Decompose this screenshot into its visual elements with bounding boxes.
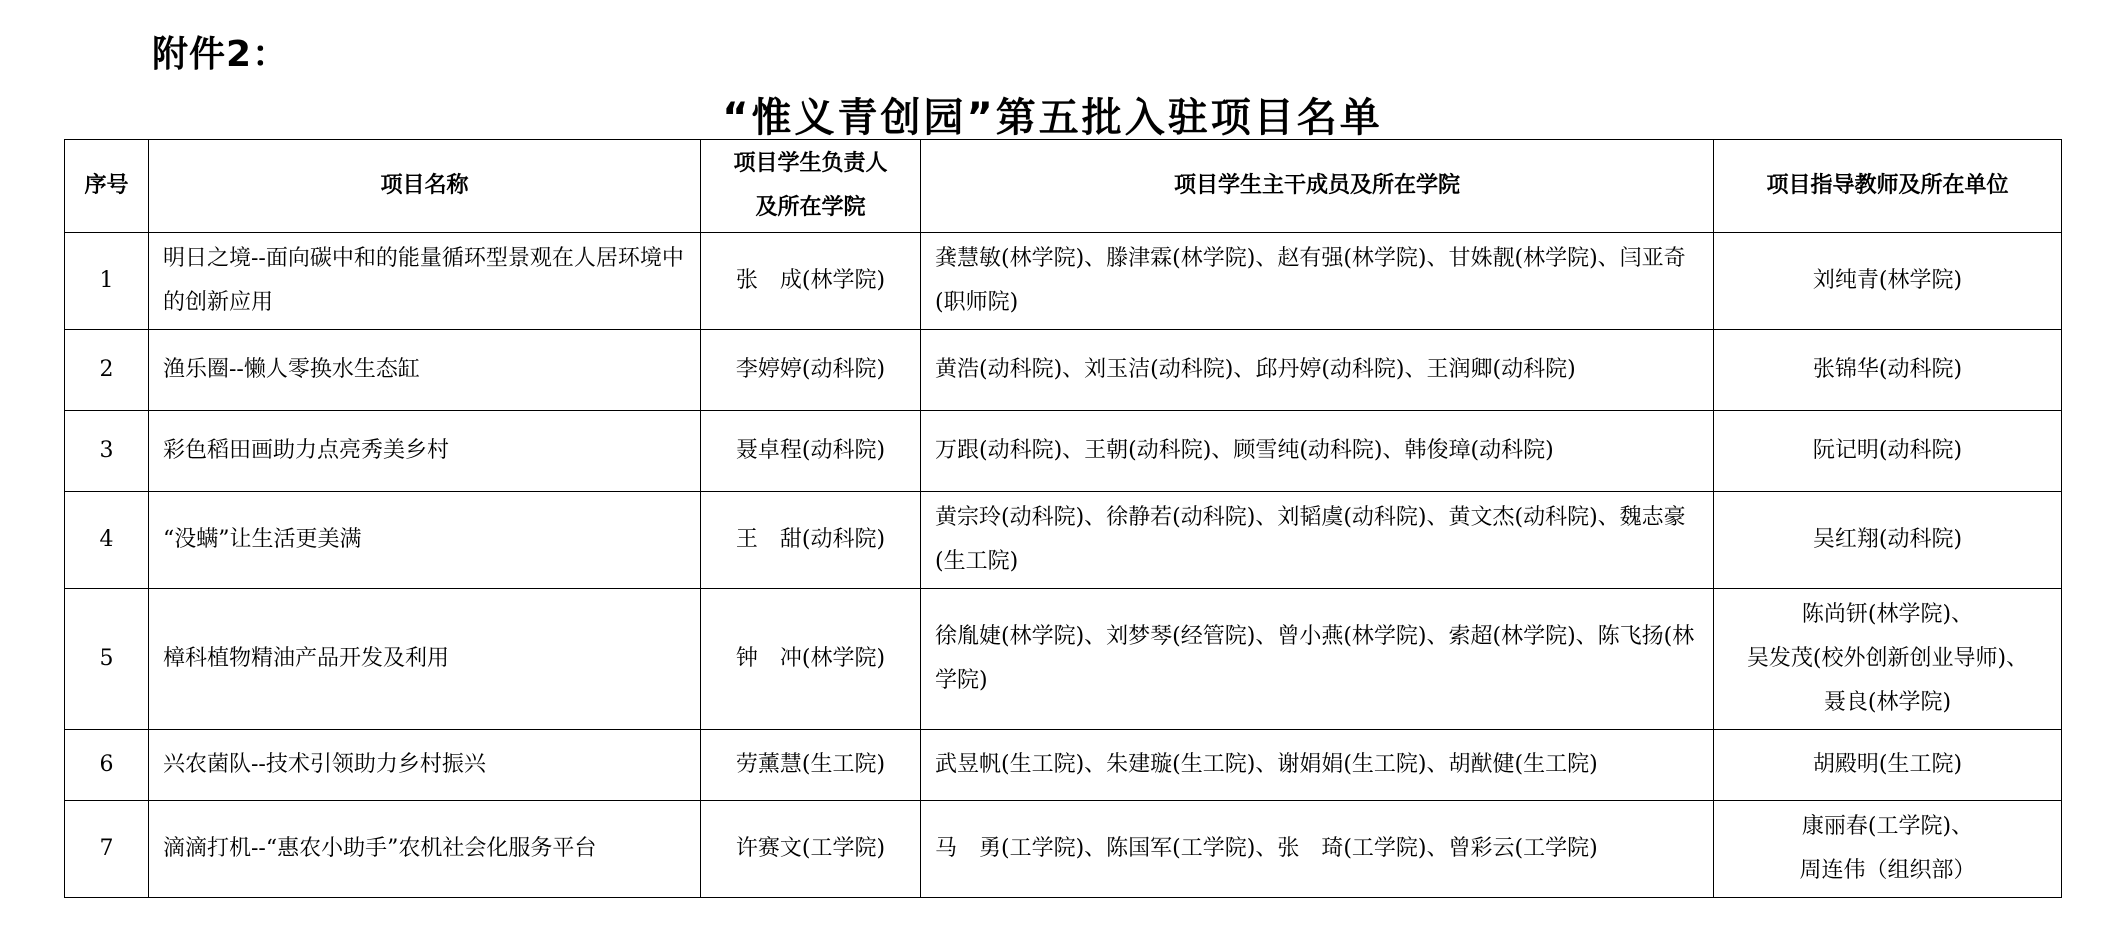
row-leader: 劳薰慧(生工院) [701, 730, 921, 801]
teacher-line: 张锦华(动科院) [1812, 357, 1963, 382]
row-no: 4 [65, 492, 149, 589]
row-members: 黄浩(动科院)、刘玉洁(动科院)、邱丹婷(动科院)、王润卿(动科院) [921, 330, 1714, 411]
table-row [65, 589, 2062, 730]
teacher-line: 阮记明(动科院) [1812, 438, 1963, 463]
row-no: 3 [65, 411, 149, 492]
row-no: 5 [65, 589, 149, 730]
row-members: 黄宗玲(动科院)、徐静若(动科院)、刘韬虞(动科院)、黄文杰(动科院)、魏志豪(生工院) [921, 492, 1714, 589]
header-members: 项目学生主干成员及所在学院 [921, 140, 1714, 233]
row-project-name: 明日之境--面向碳中和的能量循环型景观在人居环境中的创新应用 [149, 233, 701, 330]
row-teachers [1714, 589, 2062, 730]
header-leader-line2: 及所在学院 [755, 195, 866, 220]
row-leader: 钟 冲(林学院) [701, 589, 921, 730]
row-members: 徐胤婕(林学院)、刘梦琴(经管院)、曾小燕(林学院)、索超(林学院)、陈飞扬(林学院) [921, 589, 1714, 730]
row-no: 1 [65, 233, 149, 330]
row-project-name: 滴滴打机--“惠农小助手”农机社会化服务平台 [149, 801, 701, 898]
attachment-label: 附件2： [152, 34, 290, 75]
row-no: 6 [65, 730, 149, 801]
header-leader [701, 140, 921, 233]
teacher-line: 陈尚钘(林学院)、 [1801, 602, 1974, 627]
row-project-name: “没螨”让生活更美满 [149, 492, 701, 589]
teacher-line: 康丽春(工学院)、 [1801, 814, 1974, 839]
row-leader: 许赛文(工学院) [701, 801, 921, 898]
table-row [65, 801, 2062, 898]
row-teachers [1714, 411, 2062, 492]
row-no: 2 [65, 330, 149, 411]
row-teachers [1714, 730, 2062, 801]
project-list-table [64, 139, 2062, 898]
teacher-line: 吴发茂(校外创新创业导师)、 [1746, 646, 2029, 671]
row-no: 7 [65, 801, 149, 898]
teacher-line: 周连伟（组织部） [1799, 858, 1976, 883]
teacher-line: 吴红翔(动科院) [1812, 527, 1963, 552]
row-members: 龚慧敏(林学院)、滕津霖(林学院)、赵有强(林学院)、甘姝靓(林学院)、闫亚奇(职师院) [921, 233, 1714, 330]
row-project-name: 彩色稻田画助力点亮秀美乡村 [149, 411, 701, 492]
table-row [65, 730, 2062, 801]
table-row [65, 492, 2062, 589]
table-row [65, 233, 2062, 330]
header-no: 序号 [65, 140, 149, 233]
table-header-row [65, 140, 2062, 233]
teacher-line: 聂良(林学院) [1823, 690, 1952, 715]
row-leader: 李婷婷(动科院) [701, 330, 921, 411]
row-teachers [1714, 801, 2062, 898]
row-leader: 聂卓程(动科院) [701, 411, 921, 492]
table-row [65, 330, 2062, 411]
row-project-name: 兴农菌队--技术引领助力乡村振兴 [149, 730, 701, 801]
row-members: 万跟(动科院)、王朝(动科院)、顾雪纯(动科院)、韩俊璋(动科院) [921, 411, 1714, 492]
document-title: “惟义青创园”第五批入驻项目名单 [722, 95, 1383, 141]
row-project-name: 樟科植物精油产品开发及利用 [149, 589, 701, 730]
row-teachers [1714, 492, 2062, 589]
row-project-name: 渔乐圈--懒人零换水生态缸 [149, 330, 701, 411]
teacher-line: 刘纯青(林学院) [1812, 268, 1963, 293]
row-leader: 王 甜(动科院) [701, 492, 921, 589]
header-leader-line1: 项目学生负责人 [733, 151, 888, 176]
row-leader: 张 成(林学院) [701, 233, 921, 330]
row-members: 武昱帆(生工院)、朱建璇(生工院)、谢娟娟(生工院)、胡猷健(生工院) [921, 730, 1714, 801]
row-members: 马 勇(工学院)、陈国军(工学院)、张 琦(工学院)、曾彩云(工学院) [921, 801, 1714, 898]
row-teachers [1714, 330, 2062, 411]
table-row [65, 411, 2062, 492]
row-teachers [1714, 233, 2062, 330]
teacher-line: 胡殿明(生工院) [1812, 752, 1963, 777]
header-project-name: 项目名称 [149, 140, 701, 233]
header-teachers: 项目指导教师及所在单位 [1714, 140, 2062, 233]
